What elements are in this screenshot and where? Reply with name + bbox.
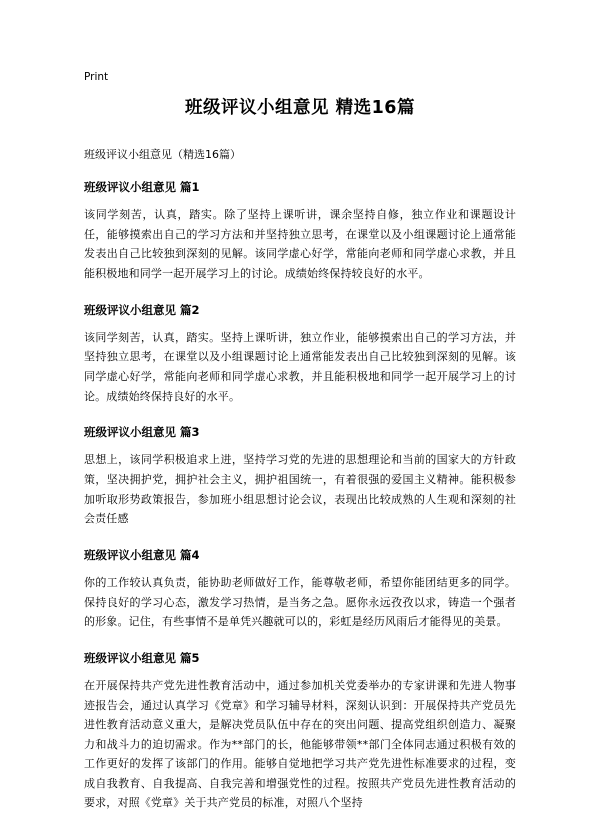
- section-heading: 班级评议小组意见 篇1: [84, 180, 200, 194]
- section-5: [84, 650, 516, 813]
- section-1: [84, 179, 516, 284]
- section-4: [84, 547, 516, 632]
- section-body: 该同学刻苦，认真，踏实。坚持上课听讲，独立作业，能够摸索出自己的学习方法，并坚持独立思考，在课堂以及小组课题讨论上通常能发表出自己比较独到深刻的见解。该同学虚心好学，常能向老师和同学虚心求教，并且能积极地和同学一起开展学习上的讨论。成绩始终保持良好的水平。: [84, 330, 516, 403]
- section-body: 在开展保持共产党先进性教育活动中，通过参加机关党委举办的专家讲课和先进人物事迹报告会，通过认真学习《党章》和学习辅导材料，深刻认识到：开展保持共产党员先进性教育活动意义重大，是解决党员队伍中存在的突出问题、提高党组织创造力、凝聚力和战斗力的迫切需求。作为**部门的长，他能够带领**部门全体同志通过积极有效的工作更好的发挥了该部门的作用。能够自觉地把学习共产党先进性标准要求的过程，变成自我教育、自我提高、自我完善和增强党性的过程。按照共产党员先进性教育活动的要求，对照《党章》关于共产党员的标准，对照八个坚持: [84, 678, 516, 810]
- section-heading: 班级评议小组意见 篇4: [84, 547, 200, 562]
- section-heading: 班级评议小组意见 篇5: [84, 650, 200, 665]
- section-body: 思想上，该同学积极追求上进，坚持学习党的先进的思想理论和当前的国家大的方针政策，坚决拥护党，拥护社会主义，拥护祖国统一，有着很强的爱国主义精神。能积极参加听取形势政策报告，参加班小组思想讨论会议，表现出比较成熟的人生观和深刻的社会责任感: [84, 453, 516, 526]
- section-heading: 班级评议小组意见 篇3: [84, 425, 200, 440]
- page-title: 班级评议小组意见 精选16篇: [185, 98, 415, 118]
- section-3: [84, 424, 516, 529]
- section-2: [84, 302, 516, 407]
- section-body: 该同学刻苦，认真，踏实。除了坚持上课听讲，课余坚持自修，独立作业和课题设计任，能够摸索出自己的学习方法和并坚持独立思考，在课堂以及小组课题讨论上通常能发表出自己比较独到深刻的见解。该同学虚心好学，常能向老师和同学虚心求教，并且能积极地和同学一起开展学习上的讨论。成绩始终保持较良好的水平。: [84, 208, 516, 280]
- section-body: 你的工作较认真负责，能协助老师做好工作，能尊敬老师，希望你能团结更多的同学。保持良好的学习心态，激发学习热情，是当务之急。愿你永远孜孜以求，铸造一个强者的形象。记住，有些事情不是单凭兴趣就可以的，彩虹是经历风雨后才能得见的美景。: [84, 575, 516, 629]
- print-link[interactable]: Print: [84, 71, 109, 83]
- document-subtitle: 班级评议小组意见（精选16篇）: [84, 147, 241, 161]
- section-heading: 班级评议小组意见 篇2: [84, 302, 200, 317]
